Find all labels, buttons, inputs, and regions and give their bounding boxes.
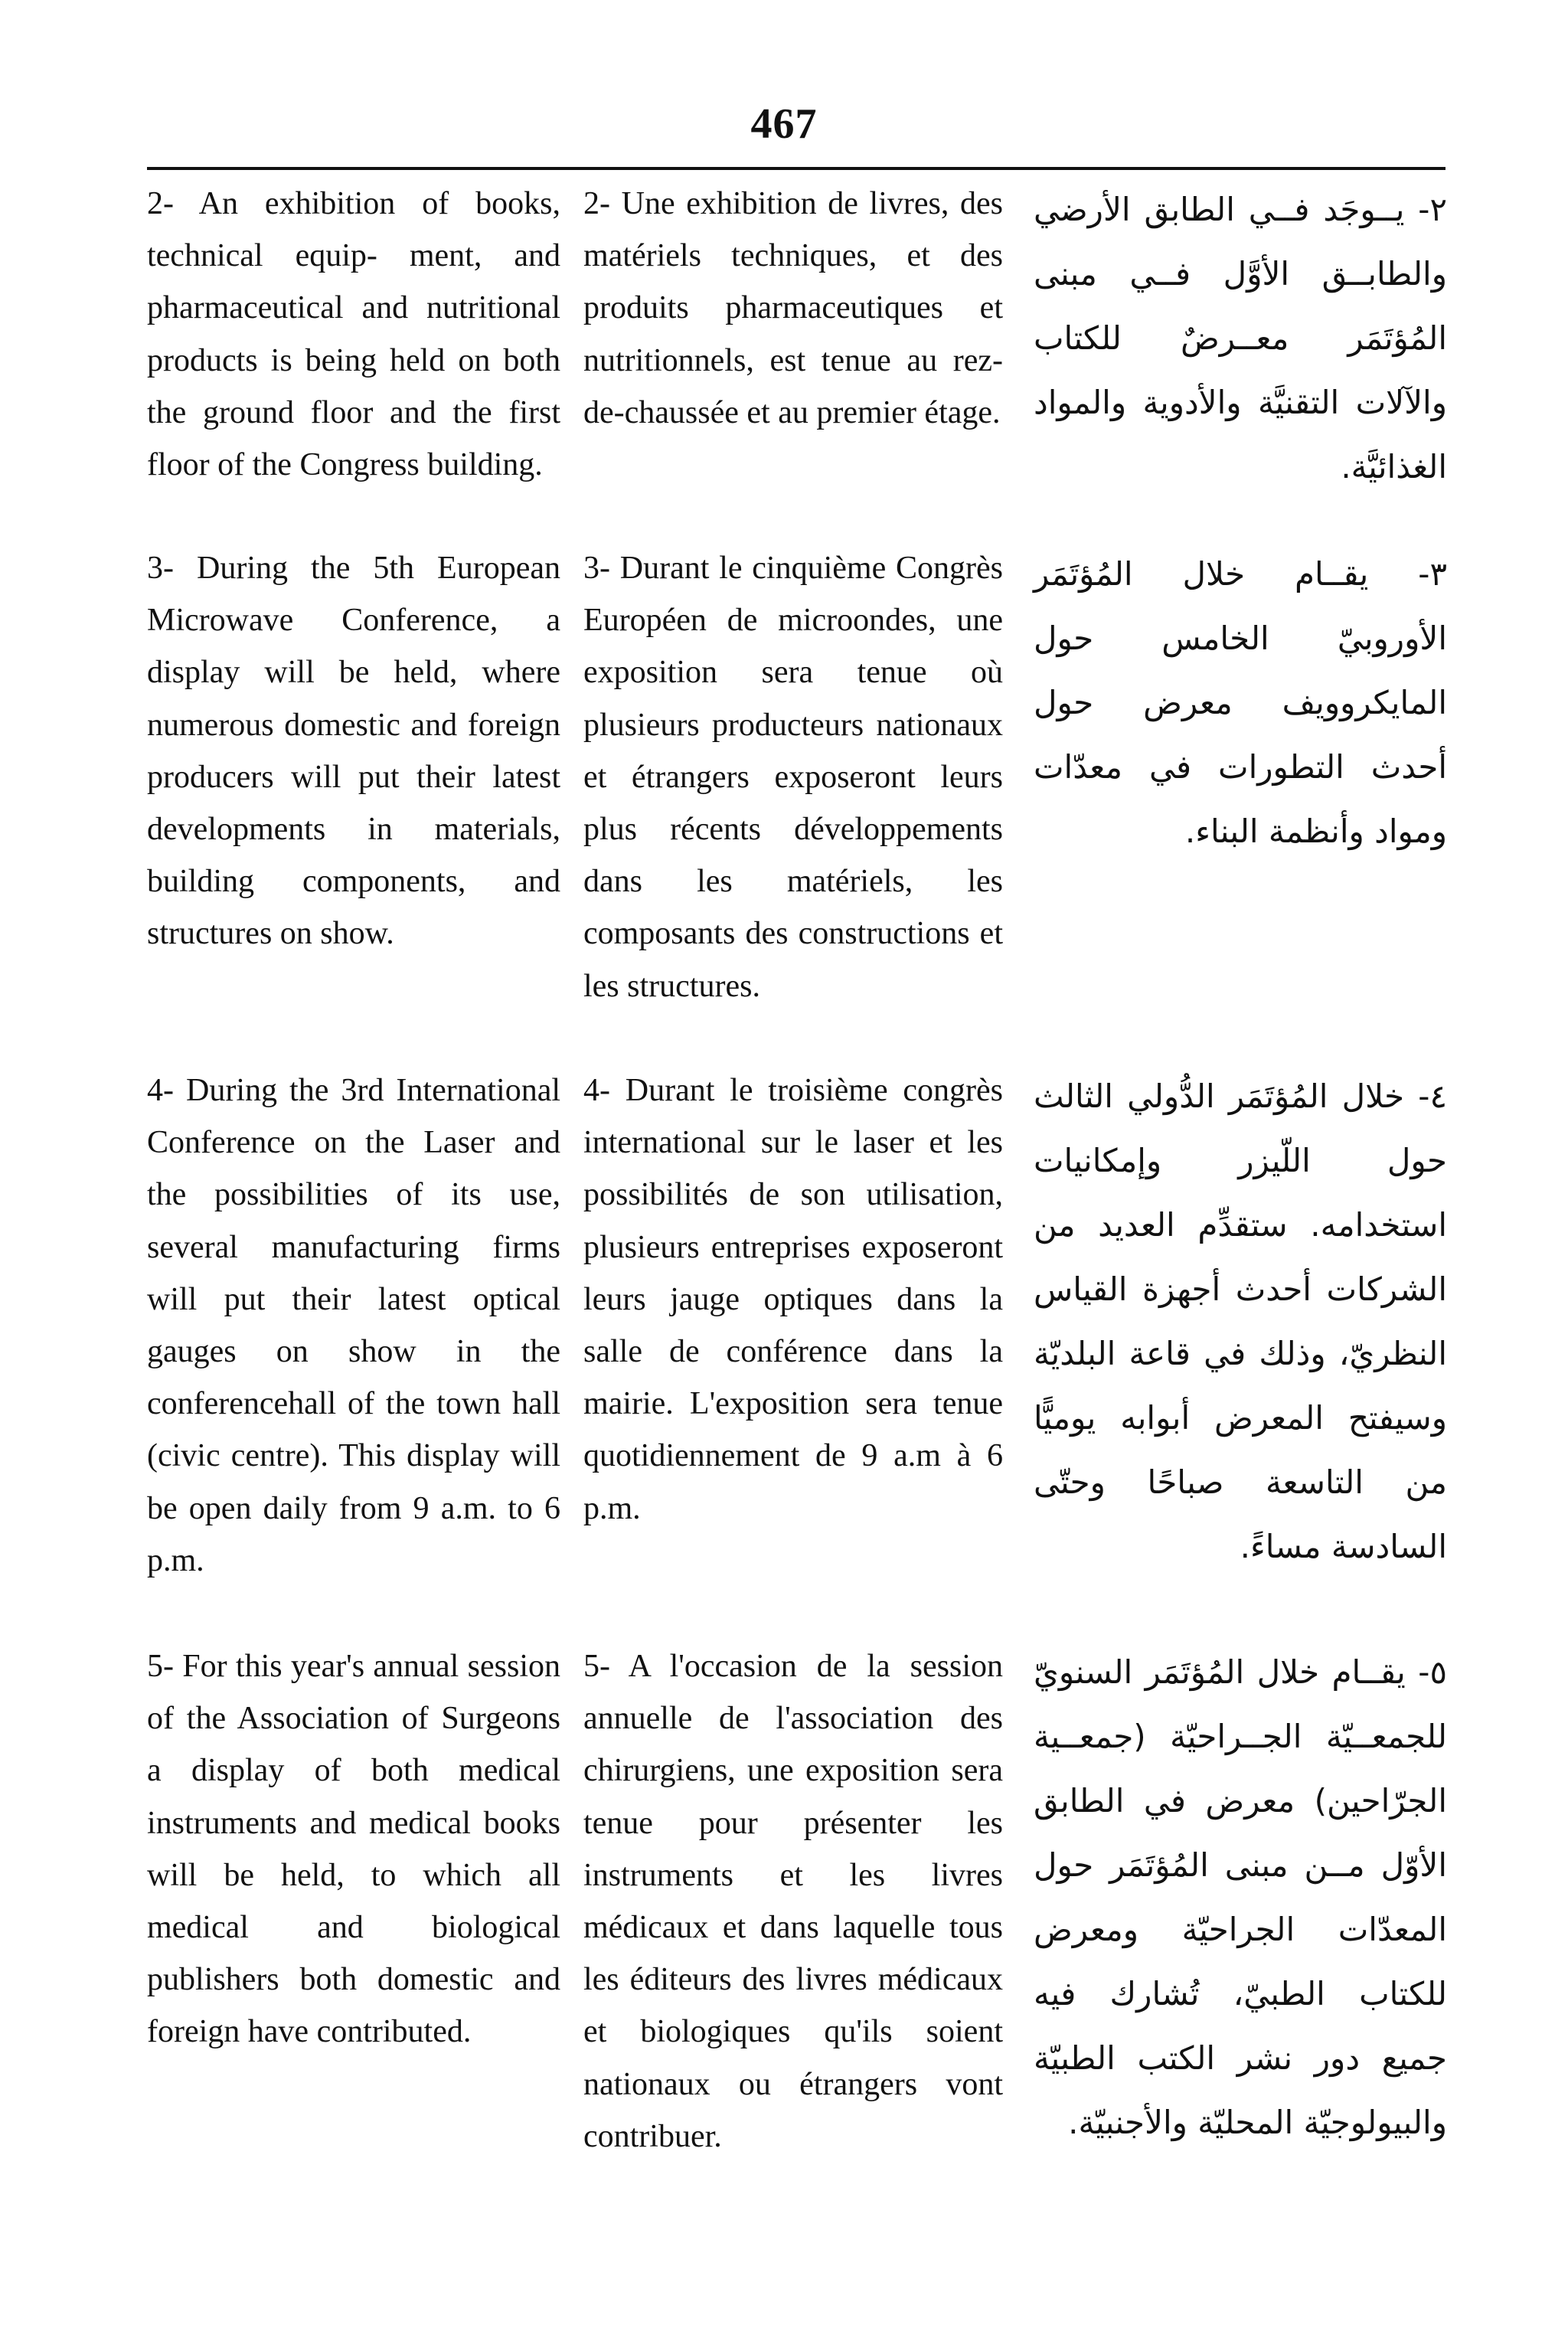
arabic-paragraph-2 — [1034, 178, 1447, 499]
english-paragraph-3 — [147, 542, 560, 960]
paragraph-text: ٤- خلال المُؤتَمَر الدُّولي الثالث حول اللّيزر وإمكانيات استخدامه. ستقدِّم العديد من الشركات أحدث أجهزة القياس النظريّ، وذلك في قاعة البلديّة وسيفتح المعرض أبوابه يوميًّا من التاسعة صباحًا وحتّى السادسة مساءً. — [1034, 1077, 1447, 1565]
paragraph-text: 4- During the 3rd International Conference on the Laser and the possibilities of its use, several manufacturing firms will put their latest optical gauges on show in the conferencehall of the town hall (civic centre). This display will be open daily from 9 a.m. to 6 p.m. — [147, 1073, 560, 1578]
paragraph-text: 4- Durant le troisième congrès international sur le laser et les possibilités de son utilisation, plusieurs entreprises exposeront leurs jauge optiques dans la salle de conférence dans la mairie. L'exposition sera tenue quotidiennement de 9 a.m à 6 p.m. — [583, 1073, 1003, 1526]
paragraph-text: 2- An exhibition of books, technical equip- ment, and pharmaceutical and nutritional products is being held on both the ground floor and the first floor of the Congress building. — [147, 186, 560, 483]
header-rule — [147, 167, 1446, 170]
english-paragraph-5 — [147, 1640, 560, 2058]
french-paragraph-5 — [583, 1640, 1003, 2163]
paragraph-text: ٢- يــوجَد فــي الطابق الأرضي والطابــق الأوَّل فــي مبنى المُؤتَمَر معــرضٌ للكتاب والآلات التقنيَّة والأدوية والمواد الغذائيَّة. — [1034, 191, 1447, 486]
paragraph-text: 2- Une exhibition de livres, des matériels techniques, et des produits pharmaceutiques et nutritionnels, est tenue au rez-de-chaussée et au premier étage. — [583, 186, 1003, 430]
paragraph-text: 5- A l'occasion de la session annuelle de l'association des chirurgiens, une exposition sera tenue pour présenter les instruments et les livres médicaux et dans laquelle tous les éditeurs des livres médicaux et biologiques qu'ils soient nationaux ou étrangers vont contribuer. — [583, 1649, 1003, 2154]
french-paragraph-2 — [583, 178, 1003, 439]
page-number: 467 — [750, 100, 818, 148]
paragraph-text: 5- For this year's annual session of the Association of Surgeons a display of both medical instruments and medical books will be held, to which all medical and biological publishers both domestic and foreign have contributed. — [147, 1649, 560, 2050]
paragraph-text: 3- Durant le cinquième Congrès Européen de microondes, une exposition sera tenue où plusieurs producteurs nationaux et étrangers exposeront leurs plus récents développements dans les matériels, les composants des constructions et les structures. — [583, 551, 1003, 1004]
arabic-paragraph-5 — [1034, 1640, 1447, 2155]
paragraph-text: 3- During the 5th European Microwave Conference, a display will be held, where numerous domestic and foreign producers will put their latest developments in materials, building components, and structures on show. — [147, 551, 560, 952]
arabic-paragraph-3 — [1034, 542, 1447, 864]
french-paragraph-4 — [583, 1064, 1003, 1535]
english-paragraph-2 — [147, 178, 560, 491]
english-paragraph-4 — [147, 1064, 560, 1587]
paragraph-text: ٣- يقــام خلال المُؤتَمَر الأوروبيّ الخامس حول المايكروويف معرض حول أحدث التطورات في معدّات ومواد وأنظمة البناء. — [1034, 555, 1447, 850]
arabic-paragraph-4 — [1034, 1064, 1447, 1579]
paragraph-text: ٥- يقــام خلال المُؤتَمَر السنويّ للجمعــيّة الجــراحيّة (جمعــية الجرّاحين) معرض في الطابق الأوّل مــن مبنى المُؤتَمَر حول المعدّات الجراحيّة ومعرض للكتاب الطبيّ، تُشارك فيه جميع دور نشر الكتب الطبيّة والبيولوجيّة المحليّة والأجنبيّة. — [1034, 1653, 1447, 2141]
french-paragraph-3 — [583, 542, 1003, 1012]
